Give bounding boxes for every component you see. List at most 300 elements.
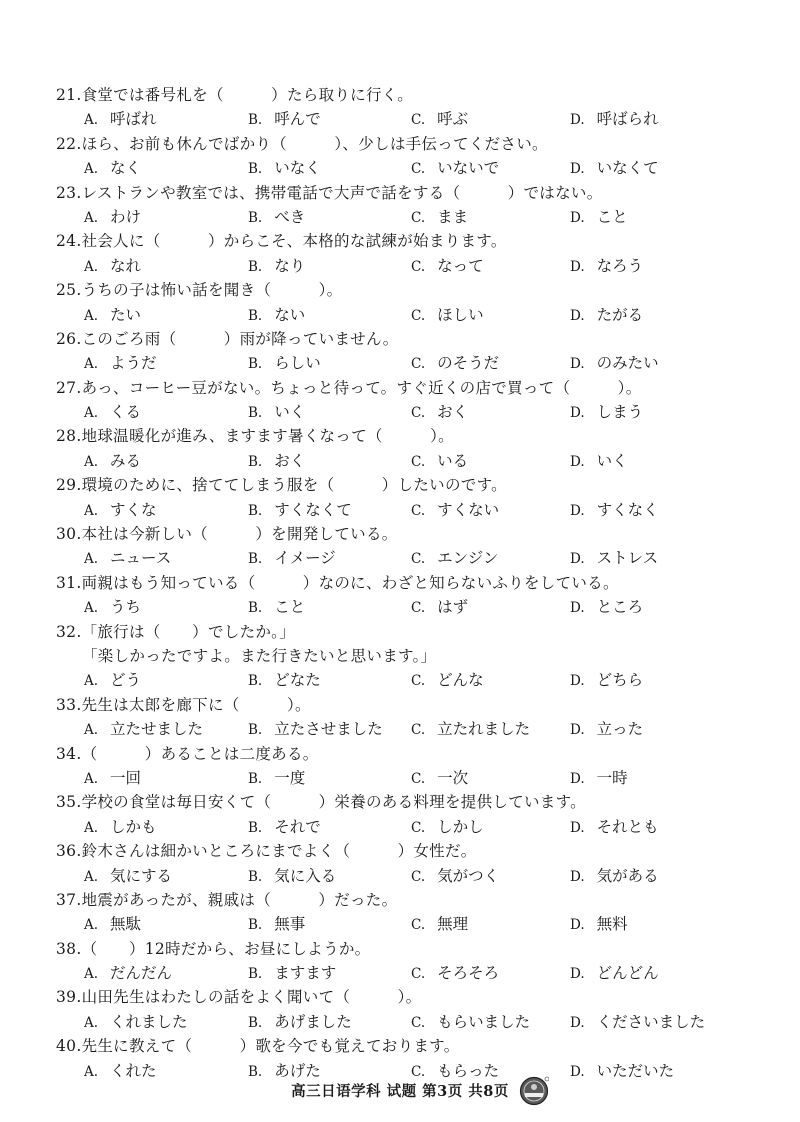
option-text: ようだ xyxy=(110,354,157,373)
option-text: いく xyxy=(274,403,306,422)
option-row xyxy=(0,1010,800,1034)
option-letter: D. xyxy=(570,307,585,324)
question-number: 31. xyxy=(56,573,82,592)
option-a xyxy=(84,717,203,742)
option-text: まま xyxy=(437,207,469,226)
option-letter: B. xyxy=(248,1063,263,1080)
option-text: ない xyxy=(274,305,306,324)
option-letter: D. xyxy=(570,1063,585,1080)
option-row xyxy=(0,351,800,375)
option-text: たがる xyxy=(596,305,644,324)
option-d xyxy=(570,449,628,474)
option-letter: B. xyxy=(248,770,263,787)
question-text xyxy=(0,522,800,546)
option-row xyxy=(0,400,800,424)
option-letter: C. xyxy=(411,1063,426,1080)
option-text: なり xyxy=(274,256,306,275)
option-b xyxy=(248,546,336,571)
option-c xyxy=(411,717,530,742)
option-text: いる xyxy=(437,451,469,470)
option-b xyxy=(248,815,321,840)
option-b xyxy=(248,717,383,742)
option-b xyxy=(248,449,305,474)
option-text: ほしい xyxy=(437,305,484,324)
option-letter: A. xyxy=(84,405,99,422)
page-footer: 高三日语学科 试题 第3页 共8页 xyxy=(291,1083,509,1100)
option-a xyxy=(84,498,157,523)
option-text: なく xyxy=(110,159,142,178)
option-letter: B. xyxy=(248,209,263,226)
option-a xyxy=(84,668,141,693)
option-letter: D. xyxy=(570,502,585,519)
option-text: のそうだ xyxy=(437,354,500,373)
option-letter: B. xyxy=(248,819,263,836)
question-number: 33. xyxy=(56,695,82,714)
option-row xyxy=(0,668,800,692)
option-text: たい xyxy=(110,305,142,324)
option-text: あげました xyxy=(274,1012,352,1031)
option-letter: A. xyxy=(84,868,99,885)
option-letter: A. xyxy=(84,1063,99,1080)
option-letter: D. xyxy=(570,209,585,226)
option-letter: D. xyxy=(570,770,585,787)
question-item xyxy=(0,742,800,791)
question-item xyxy=(0,424,800,473)
option-text: もらいました xyxy=(437,1012,531,1031)
option-b xyxy=(248,864,336,889)
option-text: ストレス xyxy=(596,549,659,568)
option-c xyxy=(411,351,499,376)
question-text xyxy=(0,620,800,644)
option-letter: B. xyxy=(248,258,263,275)
option-letter: A. xyxy=(84,770,99,787)
option-letter: D. xyxy=(570,722,585,739)
option-letter: D. xyxy=(570,600,585,617)
question-text xyxy=(0,985,800,1009)
option-letter: B. xyxy=(248,551,263,568)
option-c xyxy=(411,815,484,840)
question-sentence: 鈴木さんは細かいところにまでよく（ ）女性だ。 xyxy=(81,842,477,861)
option-row xyxy=(0,303,800,327)
option-letter: C. xyxy=(411,356,426,373)
question-item xyxy=(0,327,800,376)
question-text xyxy=(0,742,800,766)
option-c xyxy=(411,546,498,571)
question-item xyxy=(0,181,800,230)
option-b xyxy=(248,595,305,620)
question-number: 37. xyxy=(56,890,82,909)
question-sentence: あっ、コーヒー豆がない。ちょっと待って。すぐ近くの店で買って（ ）。 xyxy=(81,378,642,397)
option-text: どう xyxy=(110,671,142,690)
option-a xyxy=(84,303,141,328)
option-d xyxy=(570,546,658,571)
option-letter: B. xyxy=(248,1014,263,1031)
option-text: 立たれました xyxy=(437,720,531,739)
option-b xyxy=(248,303,305,328)
option-letter: B. xyxy=(248,673,263,690)
option-letter: D. xyxy=(570,673,585,690)
option-letter: B. xyxy=(248,161,263,178)
question-number: 24. xyxy=(56,232,82,251)
option-letter: D. xyxy=(570,356,585,373)
option-letter: C. xyxy=(411,405,426,422)
option-d xyxy=(570,961,659,986)
option-letter: C. xyxy=(411,112,426,129)
option-letter: D. xyxy=(570,819,585,836)
option-letter: D. xyxy=(570,161,585,178)
option-d xyxy=(570,912,628,937)
question-sentence: 社会人に（ ）からこそ、本格的な試練が始まります。 xyxy=(81,232,507,251)
option-c xyxy=(411,1010,530,1035)
question-text xyxy=(0,1034,800,1058)
question-number: 35. xyxy=(56,793,82,812)
question-item xyxy=(0,376,800,425)
question-number: 28. xyxy=(56,427,82,446)
option-row xyxy=(0,156,800,180)
option-text: それで xyxy=(274,817,321,836)
option-d xyxy=(570,303,643,328)
question-item xyxy=(0,132,800,181)
option-a xyxy=(84,107,157,132)
option-text: それとも xyxy=(596,817,659,836)
option-d xyxy=(570,668,643,693)
option-text: すくなく xyxy=(596,500,659,519)
option-letter: B. xyxy=(248,453,263,470)
question-text xyxy=(0,83,800,107)
option-c xyxy=(411,449,468,474)
question-number: 32. xyxy=(56,622,82,641)
option-text: くる xyxy=(110,403,142,422)
question-item xyxy=(0,571,800,620)
question-sentence: （ ）12時だから、お昼にしようか。 xyxy=(81,939,371,958)
option-letter: A. xyxy=(84,502,99,519)
option-letter: A. xyxy=(84,453,99,470)
question-sentence: 先生は太郎を廊下に（ ）。 xyxy=(81,695,311,714)
option-letter: C. xyxy=(411,917,426,934)
option-letter: A. xyxy=(84,722,99,739)
option-letter: A. xyxy=(84,209,99,226)
option-text: どなた xyxy=(274,671,321,690)
option-d xyxy=(570,766,628,791)
option-d xyxy=(570,254,643,279)
option-c xyxy=(411,912,468,937)
question-item xyxy=(0,937,800,986)
option-text: だんだん xyxy=(110,964,173,983)
option-text: うち xyxy=(110,598,142,617)
option-text: いないで xyxy=(437,159,500,178)
option-b xyxy=(248,351,321,376)
question-number: 39. xyxy=(56,988,82,1007)
option-text: どちら xyxy=(596,671,644,690)
question-text xyxy=(0,571,800,595)
option-text: 無理 xyxy=(437,915,469,934)
option-text: わけ xyxy=(110,207,142,226)
option-c xyxy=(411,595,468,620)
option-a xyxy=(84,254,141,279)
option-text: そろそろ xyxy=(437,964,500,983)
question-item xyxy=(0,278,800,327)
option-text: しかし xyxy=(437,817,484,836)
option-letter: C. xyxy=(411,551,426,568)
option-d xyxy=(570,595,643,620)
question-text xyxy=(0,181,800,205)
option-text: おく xyxy=(274,451,306,470)
option-d xyxy=(570,205,628,230)
option-letter: D. xyxy=(570,453,585,470)
option-letter: C. xyxy=(411,258,426,275)
option-text: いく xyxy=(596,451,628,470)
option-b xyxy=(248,400,305,425)
option-letter: A. xyxy=(84,673,99,690)
option-c xyxy=(411,864,499,889)
option-row xyxy=(0,546,800,570)
question-text xyxy=(0,229,800,253)
option-c xyxy=(411,961,499,986)
option-row xyxy=(0,254,800,278)
option-row xyxy=(0,717,800,741)
question-text xyxy=(0,790,800,814)
option-text: こと xyxy=(596,207,628,226)
option-row xyxy=(0,498,800,522)
question-item xyxy=(0,839,800,888)
option-text: らしい xyxy=(274,354,321,373)
question-text xyxy=(0,693,800,717)
option-a xyxy=(84,400,141,425)
question-sentence: （ ）あることは二度ある。 xyxy=(81,744,319,763)
option-row xyxy=(0,912,800,936)
option-letter: B. xyxy=(248,502,263,519)
question-sentence: 地球温暖化が進み、ますます暑くなって（ ）。 xyxy=(81,427,454,446)
question-item xyxy=(0,985,800,1034)
option-letter: A. xyxy=(84,551,99,568)
option-d xyxy=(570,156,659,181)
question-sentence: 環境のために、捨ててしまう服を（ ）したいのです。 xyxy=(81,476,507,495)
option-c xyxy=(411,668,484,693)
option-c xyxy=(411,498,499,523)
question-sentence: ほら、お前も休んでばかり（ ）、少しは手伝ってください。 xyxy=(81,134,548,153)
option-d xyxy=(570,498,659,523)
question-sentence: 食堂では番号札を（ ）たら取りに行く。 xyxy=(81,86,414,104)
question-number: 22. xyxy=(56,134,82,153)
option-text: 立った xyxy=(596,720,644,739)
option-text: 気がある xyxy=(596,866,659,885)
school-seal-icon xyxy=(519,1076,549,1106)
option-letter: C. xyxy=(411,502,426,519)
option-c xyxy=(411,156,499,181)
option-letter: B. xyxy=(248,600,263,617)
option-text: どんどん xyxy=(596,964,659,983)
option-row xyxy=(0,766,800,790)
option-letter: A. xyxy=(84,356,99,373)
option-text: べき xyxy=(274,207,306,226)
option-a xyxy=(84,961,172,986)
option-text: ところ xyxy=(596,598,644,617)
question-number: 25. xyxy=(56,281,82,300)
question-sentence: 本社は今新しい（ ）を開発している。 xyxy=(81,525,398,544)
option-letter: C. xyxy=(411,966,426,983)
option-text: 一時 xyxy=(596,768,628,787)
question-text xyxy=(0,327,800,351)
option-letter: B. xyxy=(248,917,263,934)
option-letter: C. xyxy=(411,600,426,617)
option-text: いなく xyxy=(274,159,321,178)
option-text: いただいた xyxy=(596,1061,675,1080)
option-letter: A. xyxy=(84,917,99,934)
question-item xyxy=(0,790,800,839)
option-letter: D. xyxy=(570,405,585,422)
question-reply-line: 「楽しかったですよ。また行きたいと思います。」 xyxy=(82,646,437,665)
option-text: 気に入る xyxy=(274,866,337,885)
option-text: イメージ xyxy=(274,549,336,568)
option-text: 気にする xyxy=(110,866,173,885)
question-number: 23. xyxy=(56,183,82,202)
option-b xyxy=(248,254,305,279)
question-sentence: 地震があったが、親戚は（ ）だった。 xyxy=(81,890,398,909)
option-letter: D. xyxy=(570,551,585,568)
question-text xyxy=(0,937,800,961)
option-a xyxy=(84,815,157,840)
option-row xyxy=(0,961,800,985)
question-number: 21. xyxy=(56,86,82,104)
option-row xyxy=(0,815,800,839)
question-sentence: 山田先生はわたしの話をよく聞いて（ ）。 xyxy=(81,988,422,1007)
option-text: みる xyxy=(110,451,142,470)
option-text: 無駄 xyxy=(110,915,142,934)
question-number: 40. xyxy=(56,1037,82,1056)
option-b xyxy=(248,961,336,986)
option-letter: B. xyxy=(248,112,263,129)
question-sentence: 両親はもう知っている（ ）なのに、わざと知らないふりをしている。 xyxy=(81,573,619,592)
option-text: なろう xyxy=(596,256,644,275)
question-sentence: 「旅行は（ ）でしたか。」 xyxy=(81,622,296,641)
question-item xyxy=(0,1034,800,1083)
option-d xyxy=(570,815,659,840)
question-text xyxy=(0,278,800,302)
option-letter: A. xyxy=(84,819,99,836)
option-text: もらった xyxy=(437,1061,500,1080)
option-row xyxy=(0,449,800,473)
option-letter: D. xyxy=(570,112,585,129)
option-text: すくな xyxy=(110,500,157,519)
question-list xyxy=(0,83,800,1083)
option-a xyxy=(84,912,141,937)
question-sentence: 先生に教えて（ ）歌を今でも覚えております。 xyxy=(81,1037,460,1056)
question-number: 30. xyxy=(56,525,82,544)
option-letter: C. xyxy=(411,1014,426,1031)
option-text: のみたい xyxy=(596,354,659,373)
option-letter: A. xyxy=(84,307,99,324)
option-letter: C. xyxy=(411,722,426,739)
option-letter: D. xyxy=(570,258,585,275)
question-sentence: 学校の食堂は毎日安くて（ ）栄養のある料理を提供しています。 xyxy=(81,793,586,812)
option-a xyxy=(84,546,171,571)
option-letter: D. xyxy=(570,868,585,885)
option-text: すくない xyxy=(437,500,500,519)
option-text: 無事 xyxy=(274,915,306,934)
option-letter: C. xyxy=(411,770,426,787)
option-text: 一回 xyxy=(110,768,142,787)
question-item xyxy=(0,473,800,522)
option-d xyxy=(570,400,643,425)
option-d xyxy=(570,864,659,889)
option-letter: B. xyxy=(248,356,263,373)
option-text: あげた xyxy=(274,1061,321,1080)
option-letter: C. xyxy=(411,453,426,470)
question-text xyxy=(0,424,800,448)
option-text: 立たせました xyxy=(110,720,204,739)
option-a xyxy=(84,1010,188,1035)
option-a xyxy=(84,449,141,474)
question-sentence: うちの子は怖い話を聞き（ ）。 xyxy=(81,281,343,300)
question-sentence: このごろ雨（ ）雨が降っていません。 xyxy=(81,329,399,348)
option-row xyxy=(0,864,800,888)
option-d xyxy=(570,107,659,132)
option-text: こと xyxy=(274,598,306,617)
option-text: 呼んで xyxy=(274,110,321,129)
option-letter: B. xyxy=(248,966,263,983)
option-letter: A. xyxy=(84,112,99,129)
option-letter: C. xyxy=(411,819,426,836)
option-letter: B. xyxy=(248,868,263,885)
option-text: くださいました xyxy=(596,1012,706,1031)
option-text: くれました xyxy=(110,1012,188,1031)
option-text: はず xyxy=(437,598,469,617)
option-letter: D. xyxy=(570,1014,585,1031)
option-a xyxy=(84,595,141,620)
option-text: 気がつく xyxy=(437,866,500,885)
question-number: 26. xyxy=(56,329,82,348)
option-text: ますます xyxy=(274,964,337,983)
option-b xyxy=(248,766,305,791)
option-text: すくなくて xyxy=(274,500,352,519)
option-letter: B. xyxy=(248,722,263,739)
option-text: いなくて xyxy=(596,159,659,178)
option-text: 立たさせました xyxy=(274,720,383,739)
option-text: 一次 xyxy=(437,768,469,787)
option-text: どんな xyxy=(437,671,484,690)
option-b xyxy=(248,498,352,523)
option-a xyxy=(84,766,141,791)
option-letter: A. xyxy=(84,966,99,983)
question-sentence: レストランや教室では、携帯電話で大声で話をする（ ）ではない。 xyxy=(81,183,603,202)
option-a xyxy=(84,205,141,230)
option-text: なれ xyxy=(110,256,142,275)
option-text: しかも xyxy=(110,817,157,836)
option-letter: A. xyxy=(84,600,99,617)
option-text: しまう xyxy=(596,403,644,422)
option-text: ニュース xyxy=(110,549,172,568)
option-c xyxy=(411,107,468,132)
question-text xyxy=(0,839,800,863)
option-text: 呼ばられ xyxy=(596,110,659,129)
question-item xyxy=(0,522,800,571)
question-text xyxy=(0,888,800,912)
option-c xyxy=(411,254,484,279)
option-letter: A. xyxy=(84,258,99,275)
question-text xyxy=(0,376,800,400)
question-number: 36. xyxy=(56,842,82,861)
option-letter: D. xyxy=(570,917,585,934)
option-text: なって xyxy=(437,256,484,275)
option-text: くれた xyxy=(110,1061,157,1080)
option-d xyxy=(570,717,643,742)
question-item xyxy=(0,888,800,937)
option-text: 無料 xyxy=(596,915,628,934)
question-item xyxy=(0,620,800,693)
option-letter: C. xyxy=(411,868,426,885)
option-d xyxy=(570,1010,705,1035)
option-row xyxy=(0,107,800,131)
